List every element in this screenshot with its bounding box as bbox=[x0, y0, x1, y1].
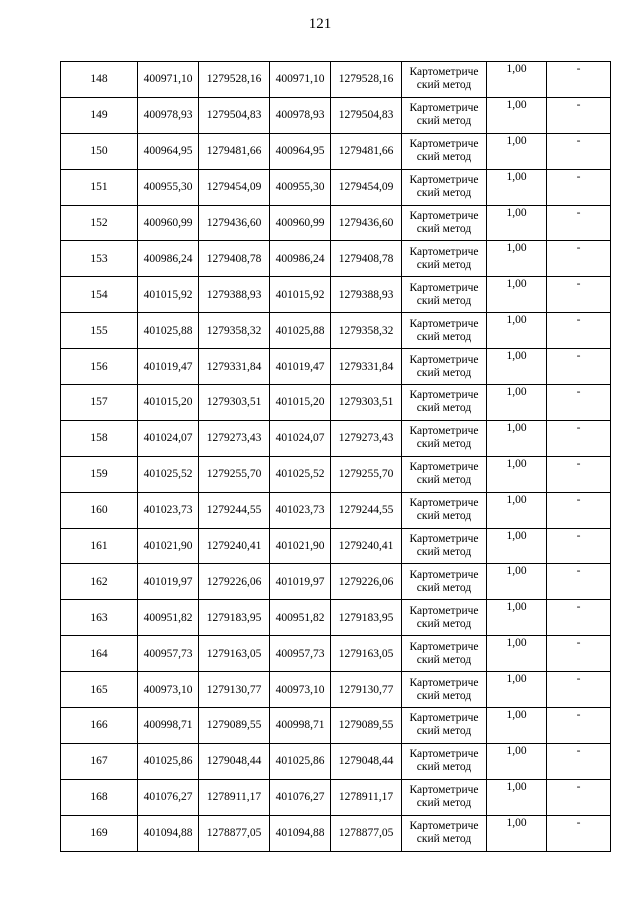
table-row bbox=[61, 779, 611, 815]
y-coordinate-cell: 1279240,41 bbox=[331, 528, 402, 564]
method-cell bbox=[402, 133, 487, 169]
x-coordinate-cell: 400964,95 bbox=[270, 133, 331, 169]
y-coordinate-cell: 1279358,32 bbox=[331, 313, 402, 349]
note-cell: - bbox=[547, 169, 611, 205]
method-cell bbox=[402, 636, 487, 672]
x-coordinate-cell: 400986,24 bbox=[138, 241, 199, 277]
method-text-line1: Картометриче bbox=[409, 138, 479, 151]
method-text-line1: Картометриче bbox=[409, 676, 479, 689]
y-coordinate-cell: 1279481,66 bbox=[199, 133, 270, 169]
x-coordinate-cell: 401025,52 bbox=[270, 456, 331, 492]
y-coordinate-cell: 1279244,55 bbox=[331, 492, 402, 528]
method-text-line1: Картометриче bbox=[409, 389, 479, 402]
x-coordinate-cell: 401076,27 bbox=[138, 779, 199, 815]
point-number-cell: 150 bbox=[61, 133, 138, 169]
method-text-line1: Картометриче bbox=[409, 784, 479, 797]
note-cell: - bbox=[547, 456, 611, 492]
y-coordinate-cell: 1278911,17 bbox=[199, 779, 270, 815]
precision-cell: 1,00 bbox=[487, 205, 547, 241]
method-cell bbox=[402, 779, 487, 815]
table-row bbox=[61, 169, 611, 205]
y-coordinate-cell: 1279163,05 bbox=[331, 636, 402, 672]
method-text-line2: ский метод bbox=[416, 258, 472, 271]
x-coordinate-cell: 401015,20 bbox=[138, 385, 199, 421]
method-cell bbox=[402, 600, 487, 636]
table-row bbox=[61, 97, 611, 133]
table-row bbox=[61, 277, 611, 313]
method-cell bbox=[402, 97, 487, 133]
x-coordinate-cell: 401019,47 bbox=[138, 349, 199, 385]
method-text-line2: ский метод bbox=[416, 833, 472, 846]
point-number-cell: 153 bbox=[61, 241, 138, 277]
y-coordinate-cell: 1279163,05 bbox=[199, 636, 270, 672]
precision-cell: 1,00 bbox=[487, 349, 547, 385]
method-text-line1: Картометриче bbox=[409, 66, 479, 79]
precision-cell: 1,00 bbox=[487, 815, 547, 851]
x-coordinate-cell: 400971,10 bbox=[270, 62, 331, 98]
y-coordinate-cell: 1279528,16 bbox=[331, 62, 402, 98]
note-cell: - bbox=[547, 528, 611, 564]
method-text-line2: ский метод bbox=[416, 617, 472, 630]
note-cell: - bbox=[547, 385, 611, 421]
point-number-cell: 155 bbox=[61, 313, 138, 349]
method-text-line1: Картометриче bbox=[409, 461, 479, 474]
y-coordinate-cell: 1279183,95 bbox=[331, 600, 402, 636]
x-coordinate-cell: 400957,73 bbox=[138, 636, 199, 672]
x-coordinate-cell: 400978,93 bbox=[138, 97, 199, 133]
method-text-line2: ский метод bbox=[416, 79, 472, 92]
method-text-line2: ский метод bbox=[416, 581, 472, 594]
x-coordinate-cell: 401076,27 bbox=[270, 779, 331, 815]
note-cell: - bbox=[547, 97, 611, 133]
x-coordinate-cell: 400951,82 bbox=[138, 600, 199, 636]
method-text-line2: ский метод bbox=[416, 438, 472, 451]
x-coordinate-cell: 401024,07 bbox=[138, 420, 199, 456]
method-text-line2: ский метод bbox=[416, 689, 472, 702]
x-coordinate-cell: 400960,99 bbox=[138, 205, 199, 241]
y-coordinate-cell: 1279528,16 bbox=[199, 62, 270, 98]
note-cell: - bbox=[547, 708, 611, 744]
table-row bbox=[61, 241, 611, 277]
method-cell bbox=[402, 492, 487, 528]
method-cell bbox=[402, 313, 487, 349]
method-text-line1: Картометриче bbox=[409, 568, 479, 581]
note-cell: - bbox=[547, 313, 611, 349]
method-text-line1: Картометриче bbox=[409, 425, 479, 438]
method-cell bbox=[402, 420, 487, 456]
table-row bbox=[61, 205, 611, 241]
y-coordinate-cell: 1279226,06 bbox=[331, 564, 402, 600]
y-coordinate-cell: 1279048,44 bbox=[199, 743, 270, 779]
x-coordinate-cell: 401021,90 bbox=[138, 528, 199, 564]
y-coordinate-cell: 1279388,93 bbox=[331, 277, 402, 313]
method-text-line2: ский метод bbox=[416, 402, 472, 415]
table-row bbox=[61, 456, 611, 492]
method-cell bbox=[402, 672, 487, 708]
point-number-cell: 166 bbox=[61, 708, 138, 744]
table-row bbox=[61, 313, 611, 349]
method-text-line1: Картометриче bbox=[409, 604, 479, 617]
method-text-line1: Картометриче bbox=[409, 497, 479, 510]
precision-cell: 1,00 bbox=[487, 133, 547, 169]
x-coordinate-cell: 400957,73 bbox=[270, 636, 331, 672]
point-number-cell: 148 bbox=[61, 62, 138, 98]
method-cell bbox=[402, 62, 487, 98]
table-row bbox=[61, 420, 611, 456]
table-body bbox=[61, 62, 611, 852]
x-coordinate-cell: 401025,88 bbox=[138, 313, 199, 349]
precision-cell: 1,00 bbox=[487, 420, 547, 456]
precision-cell: 1,00 bbox=[487, 779, 547, 815]
y-coordinate-cell: 1279244,55 bbox=[199, 492, 270, 528]
point-number-cell: 162 bbox=[61, 564, 138, 600]
note-cell: - bbox=[547, 420, 611, 456]
precision-cell: 1,00 bbox=[487, 708, 547, 744]
table-row bbox=[61, 349, 611, 385]
x-coordinate-cell: 401019,97 bbox=[138, 564, 199, 600]
method-text-line1: Картометриче bbox=[409, 102, 479, 115]
method-cell bbox=[402, 815, 487, 851]
method-cell bbox=[402, 349, 487, 385]
method-text-line1: Картометриче bbox=[409, 210, 479, 222]
x-coordinate-cell: 401025,52 bbox=[138, 456, 199, 492]
table-row bbox=[61, 62, 611, 98]
precision-cell: 1,00 bbox=[487, 528, 547, 564]
y-coordinate-cell: 1279089,55 bbox=[199, 708, 270, 744]
y-coordinate-cell: 1279303,51 bbox=[331, 385, 402, 421]
y-coordinate-cell: 1279255,70 bbox=[331, 456, 402, 492]
x-coordinate-cell: 400951,82 bbox=[270, 600, 331, 636]
point-number-cell: 151 bbox=[61, 169, 138, 205]
point-number-cell: 157 bbox=[61, 385, 138, 421]
table-row bbox=[61, 600, 611, 636]
method-text-line1: Картометриче bbox=[409, 281, 479, 294]
table-row bbox=[61, 528, 611, 564]
method-text-line2: ский метод bbox=[416, 474, 472, 487]
note-cell: - bbox=[547, 492, 611, 528]
method-text-line2: ский метод bbox=[416, 653, 472, 666]
y-coordinate-cell: 1279183,95 bbox=[199, 600, 270, 636]
x-coordinate-cell: 401019,47 bbox=[270, 349, 331, 385]
precision-cell: 1,00 bbox=[487, 672, 547, 708]
table-row bbox=[61, 708, 611, 744]
y-coordinate-cell: 1279240,41 bbox=[199, 528, 270, 564]
method-cell bbox=[402, 564, 487, 600]
x-coordinate-cell: 400978,93 bbox=[270, 97, 331, 133]
method-text-line2: ский метод bbox=[416, 546, 472, 559]
y-coordinate-cell: 1279273,43 bbox=[199, 420, 270, 456]
point-number-cell: 159 bbox=[61, 456, 138, 492]
x-coordinate-cell: 400973,10 bbox=[138, 672, 199, 708]
y-coordinate-cell: 1279331,84 bbox=[199, 349, 270, 385]
x-coordinate-cell: 401023,73 bbox=[138, 492, 199, 528]
x-coordinate-cell: 400955,30 bbox=[138, 169, 199, 205]
y-coordinate-cell: 1279481,66 bbox=[331, 133, 402, 169]
note-cell: - bbox=[547, 241, 611, 277]
x-coordinate-cell: 401019,97 bbox=[270, 564, 331, 600]
point-number-cell: 164 bbox=[61, 636, 138, 672]
precision-cell: 1,00 bbox=[487, 169, 547, 205]
y-coordinate-cell: 1279504,83 bbox=[331, 97, 402, 133]
note-cell: - bbox=[547, 636, 611, 672]
y-coordinate-cell: 1278877,05 bbox=[199, 815, 270, 851]
point-number-cell: 158 bbox=[61, 420, 138, 456]
y-coordinate-cell: 1279130,77 bbox=[331, 672, 402, 708]
x-coordinate-cell: 400964,95 bbox=[138, 133, 199, 169]
method-text-line1: Картометриче bbox=[409, 640, 479, 653]
y-coordinate-cell: 1279048,44 bbox=[331, 743, 402, 779]
method-text-line2: ский метод bbox=[416, 797, 472, 810]
table-row bbox=[61, 492, 611, 528]
method-cell bbox=[402, 385, 487, 421]
page-number: 121 bbox=[308, 16, 332, 32]
method-cell bbox=[402, 169, 487, 205]
point-number-cell: 163 bbox=[61, 600, 138, 636]
method-text-line2: ский метод bbox=[416, 761, 472, 774]
precision-cell: 1,00 bbox=[487, 62, 547, 98]
method-text-line1: Картометриче bbox=[409, 533, 479, 546]
method-text-line2: ский метод bbox=[416, 223, 472, 235]
method-text-line1: Картометриче bbox=[409, 317, 479, 330]
y-coordinate-cell: 1279408,78 bbox=[331, 241, 402, 277]
y-coordinate-cell: 1278877,05 bbox=[331, 815, 402, 851]
y-coordinate-cell: 1279408,78 bbox=[199, 241, 270, 277]
method-cell bbox=[402, 205, 487, 241]
point-number-cell: 156 bbox=[61, 349, 138, 385]
table-row bbox=[61, 564, 611, 600]
method-text-line1: Картометриче bbox=[409, 245, 479, 258]
table-row bbox=[61, 385, 611, 421]
x-coordinate-cell: 400971,10 bbox=[138, 62, 199, 98]
x-coordinate-cell: 401025,88 bbox=[270, 313, 331, 349]
method-text-line1: Картометриче bbox=[409, 712, 479, 725]
point-number-cell: 161 bbox=[61, 528, 138, 564]
method-cell bbox=[402, 743, 487, 779]
y-coordinate-cell: 1279454,09 bbox=[331, 169, 402, 205]
precision-cell: 1,00 bbox=[487, 743, 547, 779]
method-text-line2: ский метод bbox=[416, 151, 472, 164]
note-cell: - bbox=[547, 815, 611, 851]
method-text-line1: Картометриче bbox=[409, 174, 479, 187]
table-row bbox=[61, 743, 611, 779]
x-coordinate-cell: 401024,07 bbox=[270, 420, 331, 456]
y-coordinate-cell: 1279436,60 bbox=[331, 205, 402, 241]
y-coordinate-cell: 1279089,55 bbox=[331, 708, 402, 744]
y-coordinate-cell: 1278911,17 bbox=[331, 779, 402, 815]
note-cell: - bbox=[547, 600, 611, 636]
method-text-line2: ский метод bbox=[416, 510, 472, 523]
precision-cell: 1,00 bbox=[487, 313, 547, 349]
y-coordinate-cell: 1279226,06 bbox=[199, 564, 270, 600]
table-row bbox=[61, 815, 611, 851]
note-cell: - bbox=[547, 672, 611, 708]
x-coordinate-cell: 400955,30 bbox=[270, 169, 331, 205]
method-text-line1: Картометриче bbox=[409, 748, 479, 761]
method-cell bbox=[402, 277, 487, 313]
y-coordinate-cell: 1279303,51 bbox=[199, 385, 270, 421]
note-cell: - bbox=[547, 779, 611, 815]
method-cell bbox=[402, 456, 487, 492]
y-coordinate-cell: 1279436,60 bbox=[199, 205, 270, 241]
x-coordinate-cell: 400998,71 bbox=[270, 708, 331, 744]
point-number-cell: 165 bbox=[61, 672, 138, 708]
x-coordinate-cell: 400998,71 bbox=[138, 708, 199, 744]
method-text-line1: Картометриче bbox=[409, 820, 479, 833]
point-number-cell: 152 bbox=[61, 205, 138, 241]
x-coordinate-cell: 401094,88 bbox=[138, 815, 199, 851]
x-coordinate-cell: 401021,90 bbox=[270, 528, 331, 564]
y-coordinate-cell: 1279388,93 bbox=[199, 277, 270, 313]
y-coordinate-cell: 1279273,43 bbox=[331, 420, 402, 456]
note-cell: - bbox=[547, 133, 611, 169]
y-coordinate-cell: 1279454,09 bbox=[199, 169, 270, 205]
note-cell: - bbox=[547, 349, 611, 385]
point-number-cell: 154 bbox=[61, 277, 138, 313]
y-coordinate-cell: 1279331,84 bbox=[331, 349, 402, 385]
note-cell: - bbox=[547, 205, 611, 241]
method-text-line2: ский метод bbox=[416, 330, 472, 343]
y-coordinate-cell: 1279130,77 bbox=[199, 672, 270, 708]
method-text-line2: ский метод bbox=[416, 725, 472, 738]
point-number-cell: 169 bbox=[61, 815, 138, 851]
precision-cell: 1,00 bbox=[487, 636, 547, 672]
x-coordinate-cell: 401025,86 bbox=[270, 743, 331, 779]
point-number-cell: 149 bbox=[61, 97, 138, 133]
x-coordinate-cell: 400973,10 bbox=[270, 672, 331, 708]
point-number-cell: 168 bbox=[61, 779, 138, 815]
x-coordinate-cell: 401025,86 bbox=[138, 743, 199, 779]
table-row bbox=[61, 133, 611, 169]
method-cell bbox=[402, 708, 487, 744]
precision-cell: 1,00 bbox=[487, 277, 547, 313]
precision-cell: 1,00 bbox=[487, 385, 547, 421]
method-cell bbox=[402, 241, 487, 277]
point-number-cell: 160 bbox=[61, 492, 138, 528]
precision-cell: 1,00 bbox=[487, 492, 547, 528]
coordinates-table bbox=[60, 61, 611, 852]
y-coordinate-cell: 1279358,32 bbox=[199, 313, 270, 349]
precision-cell: 1,00 bbox=[487, 241, 547, 277]
precision-cell: 1,00 bbox=[487, 564, 547, 600]
y-coordinate-cell: 1279255,70 bbox=[199, 456, 270, 492]
x-coordinate-cell: 401094,88 bbox=[270, 815, 331, 851]
x-coordinate-cell: 400986,24 bbox=[270, 241, 331, 277]
point-number-cell: 167 bbox=[61, 743, 138, 779]
precision-cell: 1,00 bbox=[487, 456, 547, 492]
note-cell: - bbox=[547, 277, 611, 313]
note-cell: - bbox=[547, 62, 611, 98]
x-coordinate-cell: 401015,20 bbox=[270, 385, 331, 421]
note-cell: - bbox=[547, 743, 611, 779]
x-coordinate-cell: 400960,99 bbox=[270, 205, 331, 241]
method-text-line2: ский метод bbox=[416, 294, 472, 307]
method-text-line2: ский метод bbox=[416, 187, 472, 200]
x-coordinate-cell: 401023,73 bbox=[270, 492, 331, 528]
x-coordinate-cell: 401015,92 bbox=[270, 277, 331, 313]
method-cell bbox=[402, 528, 487, 564]
precision-cell: 1,00 bbox=[487, 97, 547, 133]
method-text-line1: Картометриче bbox=[409, 353, 479, 366]
x-coordinate-cell: 401015,92 bbox=[138, 277, 199, 313]
precision-cell: 1,00 bbox=[487, 600, 547, 636]
method-text-line2: ский метод bbox=[416, 115, 472, 128]
table-row bbox=[61, 672, 611, 708]
table-row bbox=[61, 636, 611, 672]
note-cell: - bbox=[547, 564, 611, 600]
method-text-line2: ский метод bbox=[416, 366, 472, 379]
y-coordinate-cell: 1279504,83 bbox=[199, 97, 270, 133]
